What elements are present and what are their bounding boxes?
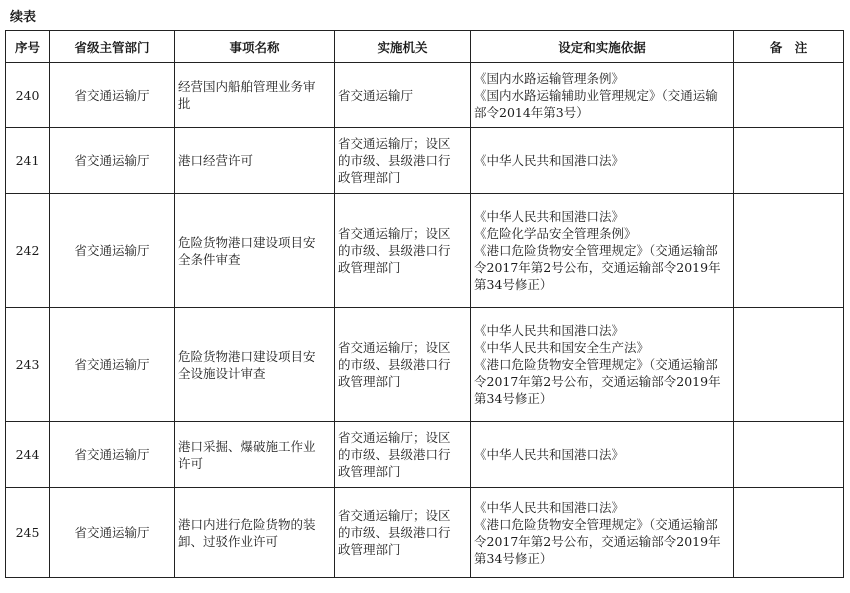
agency-line: 政管理部门 [338, 170, 401, 185]
item-name-line: 危险货物港口建设项目安 [178, 234, 316, 250]
basis-line: 令2017年第2号公布，交通运输部令2019年 [474, 374, 721, 389]
provincial-dept-cell: 省交通运输厅 [50, 194, 175, 308]
legal-basis-cell [471, 308, 734, 422]
provincial-dept-cell: 省交通运输厅 [50, 63, 175, 128]
agency-line: 省交通运输厅 [338, 87, 414, 103]
basis-line: 《国内水路运输辅助业管理规定》（交通运输 [474, 87, 718, 103]
legal-basis-cell [471, 128, 734, 194]
table-row [6, 63, 844, 128]
header-item-name: 事项名称 [175, 31, 335, 63]
item-name-line: 经营国内船舶管理业务审 [178, 79, 316, 94]
item-name-line: 危险货物港口建设项目安 [178, 348, 316, 364]
table-row [6, 308, 844, 422]
basis-line: 部令2014年第3号） [474, 104, 589, 120]
agency-line: 的市级、县级港口行 [338, 153, 451, 168]
remarks-cell [734, 308, 844, 422]
agency-line: 政管理部门 [338, 374, 401, 389]
basis-line: 《中华人民共和国港口法》 [474, 447, 625, 462]
remarks-cell [734, 63, 844, 128]
legal-basis-cell [471, 63, 734, 128]
basis-line: 《中华人民共和国港口法》 [474, 499, 625, 515]
agency-line: 政管理部门 [338, 464, 401, 479]
agency-line: 的市级、县级港口行 [338, 525, 451, 540]
agency-line: 省交通运输厅；设区 [338, 430, 451, 445]
provincial-dept-cell: 省交通运输厅 [50, 488, 175, 578]
implementing-agency-cell [335, 128, 471, 194]
table-header-row [6, 31, 844, 63]
item-name-line: 港口内进行危险货物的装 [178, 516, 316, 532]
item-name-cell [175, 194, 335, 308]
item-name-cell [175, 422, 335, 488]
serial-no-cell: 244 [6, 422, 50, 488]
basis-line: 《危险化学品安全管理条例》 [474, 226, 637, 241]
item-name-line: 全条件审查 [178, 251, 241, 267]
agency-line: 省交通运输厅；设区 [338, 508, 451, 523]
implementing-agency-cell [335, 422, 471, 488]
agency-line: 政管理部门 [338, 260, 401, 275]
agency-line: 的市级、县级港口行 [338, 243, 451, 258]
basis-line: 令2017年第2号公布，交通运输部令2019年 [474, 260, 721, 275]
remarks-cell [734, 488, 844, 578]
agency-line: 省交通运输厅；设区 [338, 226, 451, 241]
table-row [6, 422, 844, 488]
agency-line: 的市级、县级港口行 [338, 357, 451, 372]
header-serial-no: 序号 [6, 31, 50, 63]
item-name-line: 许可 [178, 455, 204, 471]
approval-items-table [5, 30, 844, 578]
basis-line: 《中华人民共和国港口法》 [474, 153, 625, 168]
provincial-dept-cell: 省交通运输厅 [50, 422, 175, 488]
item-name-cell [175, 63, 335, 128]
item-name-cell [175, 308, 335, 422]
item-name-line: 港口经营许可 [178, 153, 254, 168]
implementing-agency-cell [335, 488, 471, 578]
basis-line: 《中华人民共和国港口法》 [474, 323, 625, 338]
provincial-dept-cell: 省交通运输厅 [50, 308, 175, 422]
item-name-line: 港口采掘、爆破施工作业 [178, 438, 316, 454]
remarks-cell [734, 128, 844, 194]
item-name-cell [175, 128, 335, 194]
basis-line: 第34号修正） [474, 391, 553, 406]
item-name-cell [175, 488, 335, 578]
implementing-agency-cell [335, 63, 471, 128]
legal-basis-cell [471, 488, 734, 578]
header-remarks: 备 注 [734, 31, 844, 63]
continued-label: 续表 [10, 10, 37, 25]
table-row [6, 194, 844, 308]
agency-line: 的市级、县级港口行 [338, 447, 451, 462]
basis-line: 第34号修正） [474, 550, 553, 566]
serial-no-cell: 241 [6, 128, 50, 194]
header-legal-basis: 设定和实施依据 [471, 31, 734, 63]
agency-line: 省交通运输厅；设区 [338, 340, 451, 355]
basis-line: 《国内水路运输管理条例》 [474, 70, 625, 86]
legal-basis-cell [471, 422, 734, 488]
basis-line: 《港口危险货物安全管理规定》（交通运输部 [474, 516, 718, 532]
serial-no-cell: 242 [6, 194, 50, 308]
serial-no-cell: 245 [6, 488, 50, 578]
basis-line: 《中华人民共和国港口法》 [474, 209, 625, 224]
table-row [6, 128, 844, 194]
header-provincial-dept: 省级主管部门 [50, 31, 175, 63]
item-name-line: 全设施设计审查 [178, 365, 266, 381]
agency-line: 政管理部门 [338, 542, 401, 557]
implementing-agency-cell [335, 194, 471, 308]
serial-no-cell: 240 [6, 63, 50, 128]
implementing-agency-cell [335, 308, 471, 422]
legal-basis-cell [471, 194, 734, 308]
serial-no-cell: 243 [6, 308, 50, 422]
table-row [6, 488, 844, 578]
basis-line: 《港口危险货物安全管理规定》（交通运输部 [474, 357, 718, 372]
remarks-cell [734, 422, 844, 488]
basis-line: 《中华人民共和国安全生产法》 [474, 340, 650, 355]
item-name-line: 卸、过驳作业许可 [178, 533, 279, 549]
remarks-cell [734, 194, 844, 308]
basis-line: 令2017年第2号公布，交通运输部令2019年 [474, 533, 721, 549]
basis-line: 第34号修正） [474, 277, 553, 292]
basis-line: 《港口危险货物安全管理规定》（交通运输部 [474, 243, 718, 258]
provincial-dept-cell: 省交通运输厅 [50, 128, 175, 194]
agency-line: 省交通运输厅；设区 [338, 136, 451, 151]
header-implementing-agency: 实施机关 [335, 31, 471, 63]
item-name-line: 批 [178, 96, 191, 111]
